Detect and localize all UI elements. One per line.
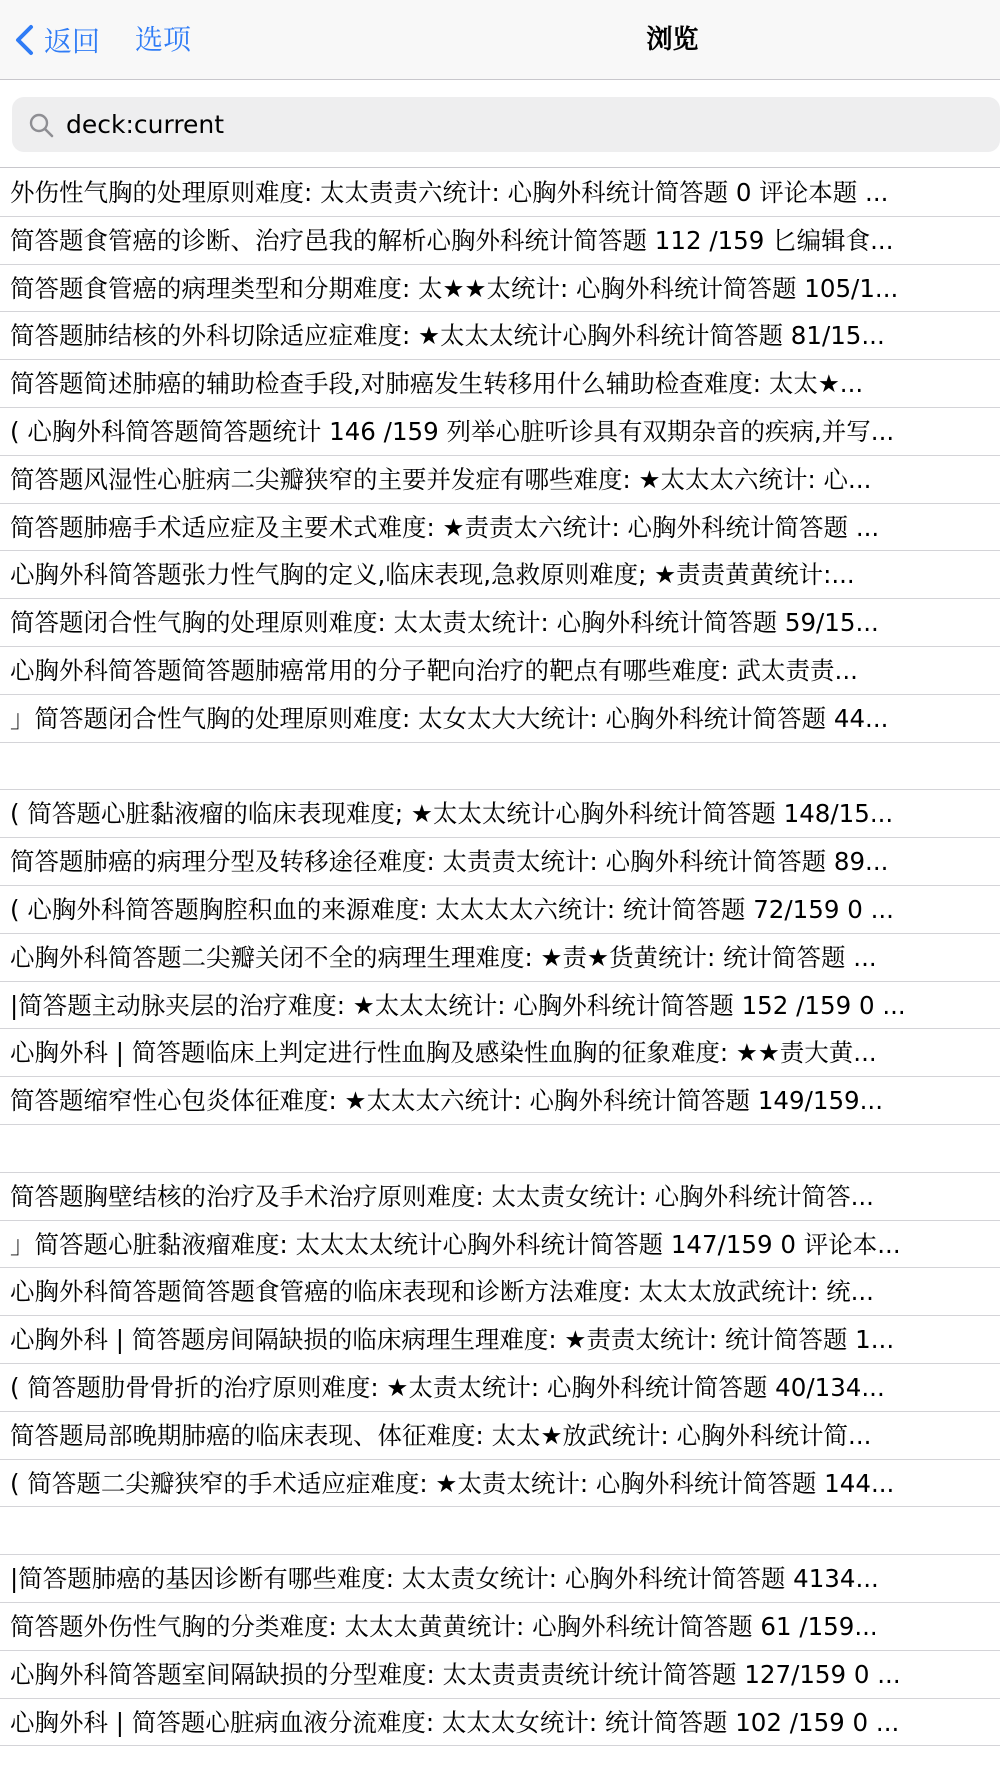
card-row[interactable]: 外伤性气胸的处理原则难度: 太太责责六统计: 心胸外科统计简答题 0 评论本题 ... [0, 169, 1000, 217]
card-row[interactable]: 」简答题心脏黏液瘤难度: 太太太太统计心胸外科统计简答题 147/159 0 评论本... [0, 1221, 1000, 1269]
blank-row [0, 1507, 1000, 1555]
card-row[interactable]: 简答题胸壁结核的治疗及手术治疗原则难度: 太太责女统计: 心胸外科统计简答... [0, 1173, 1000, 1221]
options-button[interactable]: 选项 [135, 23, 192, 56]
search-input[interactable] [66, 110, 1000, 139]
card-row[interactable]: ( 简答题肋骨骨折的治疗原则难度: ★太责太统计: 心胸外科统计简答题 40/134... [0, 1364, 1000, 1412]
card-row[interactable]: 简答题肺癌的病理分型及转移途径难度: 太责责太统计: 心胸外科统计简答题 89... [0, 838, 1000, 886]
search-bar [0, 81, 1000, 168]
card-row[interactable]: 简答题闭合性气胸的处理原则难度: 太太责太统计: 心胸外科统计简答题 59/15... [0, 599, 1000, 647]
card-row[interactable]: 简答题缩窄性心包炎体征难度: ★太太太六统计: 心胸外科统计简答题 149/159... [0, 1077, 1000, 1125]
card-row[interactable]: 简答题局部晚期肺癌的临床表现、体征难度: 太太★放武统计: 心胸外科统计简... [0, 1412, 1000, 1460]
card-row[interactable]: 心胸外科 | 简答题临床上判定进行性血胸及感染性血胸的征象难度: ★★责大黄... [0, 1029, 1000, 1077]
card-row[interactable]: 简答题食管癌的诊断、治疗邑我的解析心胸外科统计简答题 112 /159 匕编辑食... [0, 217, 1000, 265]
back-button[interactable] [14, 18, 100, 62]
card-row[interactable]: |简答题肺癌的基因诊断有哪些难度: 太太责女统计: 心胸外科统计简答题 4134... [0, 1555, 1000, 1603]
card-row[interactable]: 简答题外伤性气胸的分类难度: 太太太黄黄统计: 心胸外科统计简答题 61 /159... [0, 1603, 1000, 1651]
card-row[interactable]: ( 简答题心脏黏液瘤的临床表现难度; ★太太太统计心胸外科统计简答题 148/15... [0, 790, 1000, 838]
card-row[interactable]: 心胸外科简答题简答题食管癌的临床表现和诊断方法难度: 太太太放武统计: 统... [0, 1268, 1000, 1316]
card-row[interactable]: 简答题食管癌的病理类型和分期难度: 太★★太统计: 心胸外科统计简答题 105/1... [0, 265, 1000, 313]
card-row[interactable]: |简答题主动脉夹层的治疗难度: ★太太太统计: 心胸外科统计简答题 152 /159 0 ... [0, 982, 1000, 1030]
card-row[interactable]: ( 心胸外科简答题简答题统计 146 /159 列举心脏听诊具有双期杂音的疾病,并写... [0, 408, 1000, 456]
card-row[interactable]: 心胸外科 | 简答题心脏病血液分流难度: 太太太女统计: 统计简答题 102 /159 0 ... [0, 1699, 1000, 1747]
navigation-bar [0, 0, 1000, 80]
blank-row [0, 1125, 1000, 1173]
card-row[interactable]: 心胸外科简答题简答题肺癌常用的分子靶向治疗的靶点有哪些难度: 武太责责... [0, 647, 1000, 695]
card-row[interactable]: ( 简答题二尖瓣狭窄的手术适应症难度: ★太责太统计: 心胸外科统计简答题 144... [0, 1460, 1000, 1508]
blank-row [0, 743, 1000, 791]
card-row[interactable]: 简答题肺癌手术适应症及主要术式难度: ★责责太六统计: 心胸外科统计简答题 ... [0, 504, 1000, 552]
card-list [0, 169, 1000, 1746]
card-row[interactable]: ( 心胸外科简答题胸腔积血的来源难度: 太太太太六统计: 统计简答题 72/159 0 ... [0, 886, 1000, 934]
card-row[interactable]: 简答题简述肺癌的辅助检查手段,对肺癌发生转移用什么辅助检查难度: 太太★... [0, 360, 1000, 408]
card-row[interactable]: 心胸外科简答题张力性气胸的定义,临床表现,急救原则难度; ★责责黄黄统计:... [0, 551, 1000, 599]
card-row[interactable]: 心胸外科 | 简答题房间隔缺损的临床病理生理难度: ★责责太统计: 统计简答题 1... [0, 1316, 1000, 1364]
page-title: 浏览 [646, 25, 699, 55]
search-icon [26, 110, 56, 140]
card-row[interactable]: 简答题风湿性心脏病二尖瓣狭窄的主要并发症有哪些难度: ★太太太六统计: 心... [0, 456, 1000, 504]
card-row[interactable]: 心胸外科简答题室间隔缺损的分型难度: 太太责责责统计统计简答题 127/159 0 ... [0, 1651, 1000, 1699]
chevron-left-icon [14, 24, 34, 56]
card-row[interactable]: 心胸外科简答题二尖瓣关闭不全的病理生理难度: ★责★货黄统计: 统计简答题 ... [0, 934, 1000, 982]
back-button-label: 返回 [44, 25, 101, 58]
search-field[interactable] [12, 97, 1000, 152]
card-row[interactable]: 」简答题闭合性气胸的处理原则难度: 太女太大大统计: 心胸外科统计简答题 44... [0, 695, 1000, 743]
card-row[interactable]: 简答题肺结核的外科切除适应症难度: ★太太太统计心胸外科统计简答题 81/15... [0, 312, 1000, 360]
